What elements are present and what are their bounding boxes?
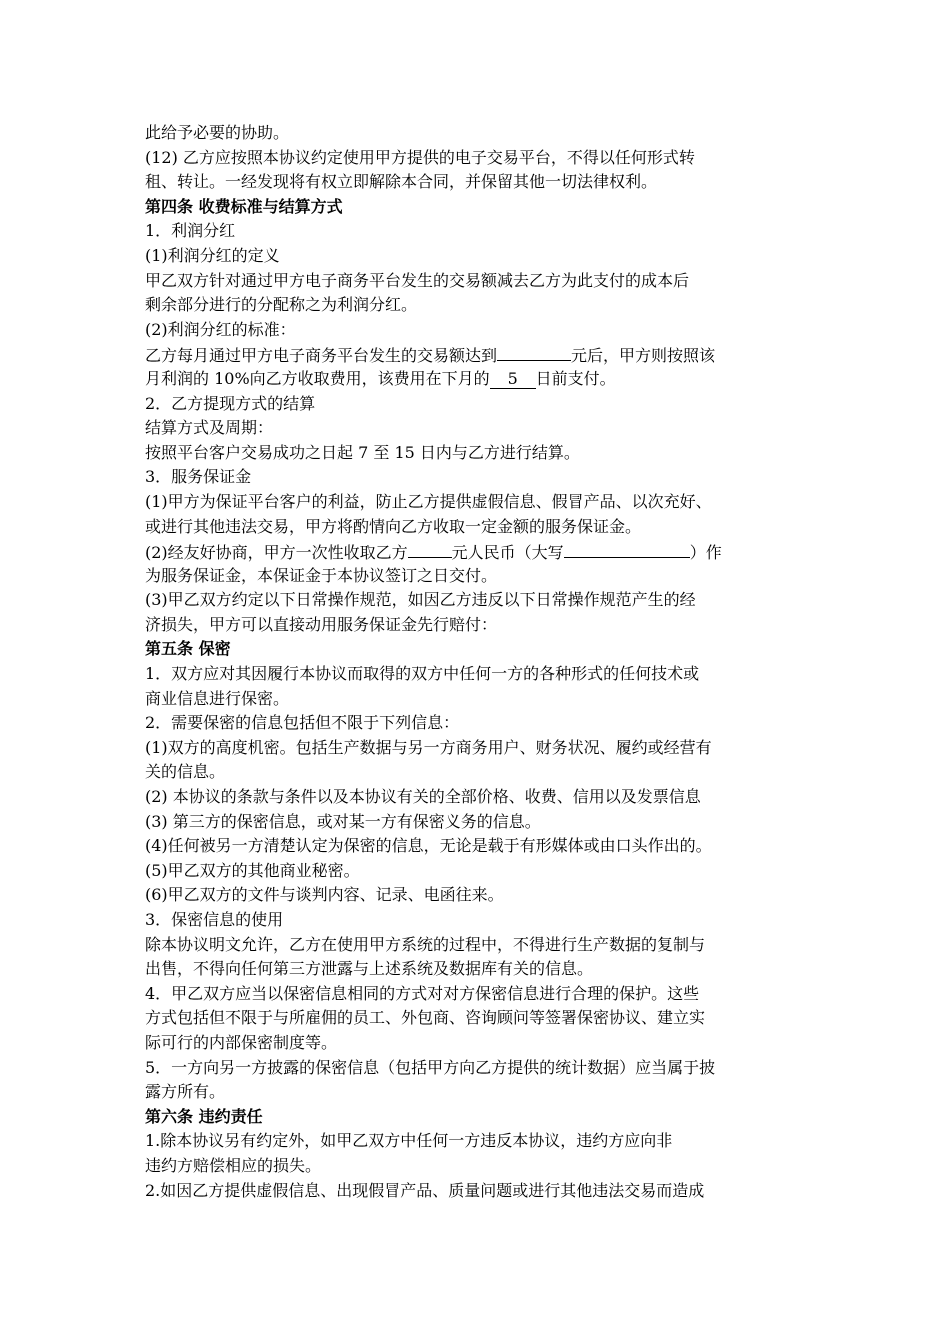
text-line: 商业信息进行保密。 (145, 688, 290, 708)
text-line: 2．需要保密的信息包括但不限于下列信息： (145, 713, 460, 733)
text-line (145, 539, 815, 564)
text-line: 际可行的内部保密制度等。 (145, 1032, 338, 1052)
section-heading-4: 第四条 收费标准与结算方式 (145, 196, 343, 216)
text-line: 按照平台客户交易成功之日起 7 至 15 日内与乙方进行结算。 (145, 442, 580, 462)
text-segment: 乙方每月通过甲方电子商务平台发生的交易额达到 (145, 346, 498, 366)
text-line: 2.如因乙方提供虚假信息、出现假冒产品、质量问题或进行其他违法交易而造成 (145, 1180, 705, 1200)
deposit-amount-blank (408, 539, 452, 558)
text-line: (3) 第三方的保密信息，或对某一方有保密义务的信息。 (145, 811, 541, 831)
text-line: (2) 本协议的条款与条件以及本协议有关的全部价格、收费、信用以及发票信息 (145, 787, 701, 807)
text-segment: 日前支付。 (535, 368, 616, 388)
text-line: 4．甲乙双方应当以保密信息相同的方式对对方保密信息进行合理的保护。这些 (145, 983, 700, 1003)
text-line: 违约方赔偿相应的损失。 (145, 1155, 322, 1175)
text-line: (1)利润分红的定义 (145, 245, 280, 265)
text-line: (4)任何被另一方清楚认定为保密的信息，无论是载于有形媒体或由口头作出的。 (145, 836, 712, 856)
text-line: 3．保密信息的使用 (145, 910, 284, 929)
text-line: (6)甲乙双方的文件与谈判内容、记录、电函往来。 (145, 885, 504, 905)
document-body (145, 121, 815, 1203)
section-heading-5: 第五条 保密 (145, 639, 231, 659)
text-line: 为服务保证金，本保证金于本协议签订之日交付。 (145, 565, 498, 585)
text-line: 出售，不得向任何第三方泄露与上述系统及数据库有关的信息。 (145, 959, 594, 979)
text-line: 关的信息。 (145, 762, 226, 782)
text-line: 此给予必要的协助。 (145, 123, 290, 142)
text-line: 3．服务保证金 (145, 467, 252, 487)
text-line: 济损失，甲方可以直接动用服务保证金先行赔付： (145, 614, 498, 634)
amount-blank (497, 342, 571, 361)
text-line: (1)双方的高度机密。包括生产数据与另一方商务用户、财务状况、履约或经营有 (145, 737, 712, 757)
text-line: 剩余部分进行的分配称之为利润分红。 (145, 295, 418, 315)
text-line: (5)甲乙双方的其他商业秘密。 (145, 860, 360, 880)
text-line: 租、转让。一经发现将有权立即解除本合同，并保留其他一切法律权利。 (145, 172, 658, 192)
text-segment: 元人民币（大写 (451, 543, 564, 563)
text-line (145, 342, 815, 367)
payment-day-blank: 5 (490, 370, 536, 389)
text-segment: 元后，甲方则按照该 (571, 346, 716, 366)
text-line: (3)甲乙双方约定以下日常操作规范，如因乙方违反以下日常操作规范产生的经 (145, 590, 696, 610)
text-line (145, 367, 815, 392)
text-line: 1．利润分红 (145, 221, 236, 241)
text-line: 方式包括但不限于与所雇佣的员工、外包商、咨询顾问等签署保密协议、建立实 (145, 1008, 706, 1028)
text-line: 除本协议明文允许，乙方在使用甲方系统的过程中，不得进行生产数据的复制与 (145, 934, 706, 954)
text-line: 露方所有。 (145, 1082, 226, 1102)
text-segment: 月利润的 10%向乙方收取费用，该费用在下月的 (145, 368, 490, 388)
text-line: 1.除本协议另有约定外，如甲乙双方中任何一方违反本协议，违约方应向非 (145, 1131, 673, 1151)
text-segment: ）作 (689, 543, 722, 563)
text-line: 结算方式及周期： (145, 418, 274, 438)
text-line: (1)甲方为保证平台客户的利益，防止乙方提供虚假信息、假冒产品、以次充好、 (145, 491, 712, 511)
text-line: 1．双方应对其因履行本协议而取得的双方中任何一方的各种形式的任何技术或 (145, 664, 700, 684)
text-segment: (2)经友好协商，甲方一次性收取乙方 (145, 543, 408, 563)
text-line: 甲乙双方针对通过甲方电子商务平台发生的交易额减去乙方为此支付的成本后 (145, 270, 690, 290)
text-line: 或进行其他违法交易，甲方将酌情向乙方收取一定金额的服务保证金。 (145, 516, 642, 536)
text-line: 2．乙方提现方式的结算 (145, 393, 316, 413)
text-line: (12) 乙方应按照本协议约定使用甲方提供的电子交易平台，不得以任何形式转 (145, 147, 695, 167)
section-heading-6: 第六条 违约责任 (145, 1106, 263, 1126)
text-line: (2)利润分红的标准： (145, 319, 296, 339)
deposit-capital-blank (564, 539, 690, 558)
text-line: 5．一方向另一方披露的保密信息（包括甲方向乙方提供的统计数据）应当属于披 (145, 1057, 716, 1077)
